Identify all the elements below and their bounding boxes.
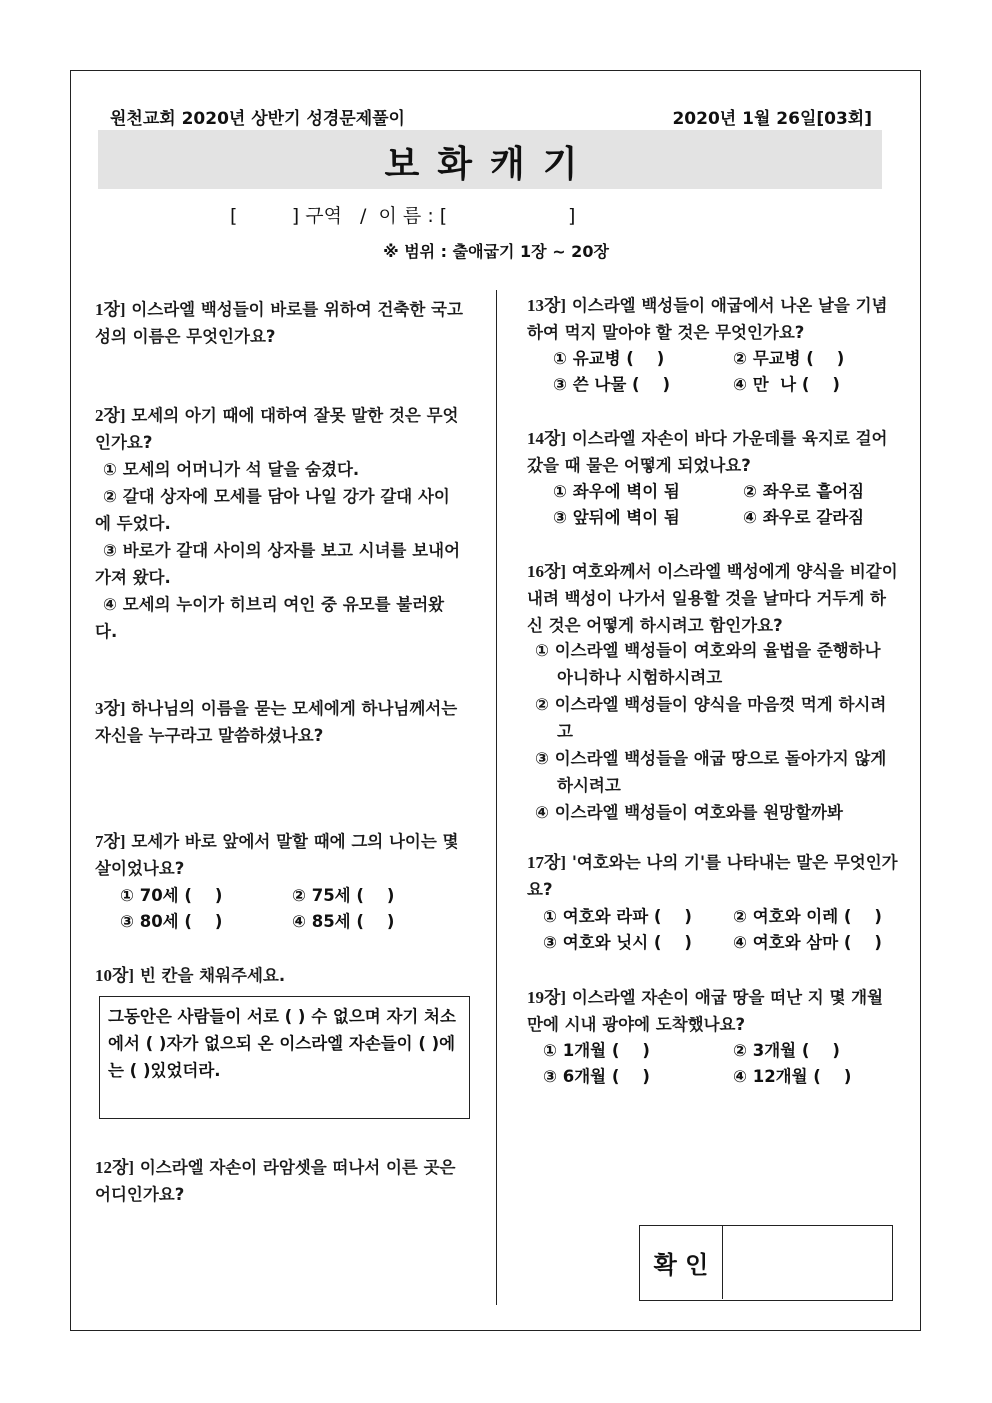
question-2-options xyxy=(95,456,465,645)
question-number: 12장] xyxy=(95,1158,135,1177)
option[interactable]: ② 무교병 ( ) xyxy=(733,349,845,368)
option[interactable]: ③ 80세 ( ) xyxy=(120,912,223,931)
option[interactable]: ② 75세 ( ) xyxy=(292,886,395,905)
question-text: 이스라엘 백성들이 바로를 위하여 건축한 국고성의 이름은 무엇인가요? xyxy=(95,300,463,346)
option[interactable]: ① 여호와 라파 ( ) xyxy=(543,907,692,926)
question-number: 14장] xyxy=(527,429,567,448)
option[interactable]: ① 이스라엘 백성들이 여호와의 율법을 준행하나 아니하나 시험하시려고 xyxy=(535,641,881,687)
option[interactable]: ③ 이스라엘 백성들을 애굽 땅으로 돌아가지 않게 하시려고 xyxy=(535,749,887,795)
option[interactable]: ① 좌우에 벽이 됨 xyxy=(553,482,680,501)
question-16-options xyxy=(535,637,899,826)
header-church-title: 원천교회 2020년 상반기 성경문제풀이 xyxy=(110,109,405,129)
scope-range: ※ 범위 : 출애굽기 1장 ~ 20장 xyxy=(383,242,609,261)
question-number: 2장] xyxy=(95,406,126,425)
confirm-label: 확 인 xyxy=(640,1226,723,1299)
option[interactable]: ③ 바로가 갈대 사이의 상자를 보고 시녀를 보내어 가져 왔다. xyxy=(95,541,461,587)
question-number: 3장] xyxy=(95,699,126,718)
question-text: '여호와는 나의 기'를 나타내는 말은 무엇인가요? xyxy=(527,853,898,899)
header-date: 2020년 1월 26일[03회] xyxy=(672,109,872,129)
option[interactable]: ③ 여호와 닛시 ( ) xyxy=(543,933,692,952)
option[interactable]: ③ 6개월 ( ) xyxy=(543,1067,650,1086)
question-number: 13장] xyxy=(527,296,567,315)
option[interactable]: ④ 85세 ( ) xyxy=(292,912,395,931)
column-divider xyxy=(496,290,497,1305)
option[interactable]: ② 여호와 이레 ( ) xyxy=(733,907,882,926)
option[interactable]: ④ 여호와 삼마 ( ) xyxy=(733,933,882,952)
option[interactable]: ② 이스라엘 백성들이 양식을 마음껏 먹게 하시려고 xyxy=(535,695,887,741)
question-16 xyxy=(527,558,899,639)
question-1 xyxy=(95,296,465,350)
option[interactable]: ④ 좌우로 갈라짐 xyxy=(743,508,865,527)
question-text: 빈 칸을 채워주세요. xyxy=(139,966,286,985)
question-text: 이스라엘 자손이 바다 가운데를 육지로 걸어갔을 때 물은 어떻게 되었나요? xyxy=(527,429,888,475)
fill-in-blank-box[interactable]: 그동안은 사람들이 서로 ( ) 수 없으며 자기 처소에서 ( )자가 없으되 온 이스라엘 자손들이 ( )에는 ( )있었더라. xyxy=(99,996,470,1119)
page-title: 보화캐기 xyxy=(384,144,596,185)
option[interactable]: ③ 앞뒤에 벽이 됨 xyxy=(553,508,680,527)
question-13 xyxy=(527,292,899,346)
question-number: 19장] xyxy=(527,988,567,1007)
question-number: 16장] xyxy=(527,562,567,581)
option[interactable]: ④ 12개월 ( ) xyxy=(733,1067,852,1086)
confirm-box xyxy=(639,1225,893,1301)
option[interactable]: ① 70세 ( ) xyxy=(120,886,223,905)
question-2 xyxy=(95,402,465,456)
option[interactable]: ④ 만 나 ( ) xyxy=(733,375,840,394)
name-field-row[interactable]: [ ] 구역 / 이 름 : [ ] xyxy=(230,205,576,227)
question-text: 하나님의 이름을 묻는 모세에게 하나님께서는 자신을 누구라고 말씀하셨나요? xyxy=(95,699,458,745)
option[interactable]: ② 좌우로 흩어짐 xyxy=(743,482,865,501)
question-17 xyxy=(527,849,899,903)
option[interactable]: ② 3개월 ( ) xyxy=(733,1041,840,1060)
question-number: 17장] xyxy=(527,853,567,872)
question-12 xyxy=(95,1154,465,1208)
question-number: 1장] xyxy=(95,300,126,319)
question-text: 모세의 아기 때에 대하여 잘못 말한 것은 무엇인가요? xyxy=(95,406,459,452)
option[interactable]: ④ 모세의 누이가 히브리 여인 중 유모를 불러왔다. xyxy=(95,595,445,641)
question-text: 이스라엘 자손이 애굽 땅을 떠난 지 몇 개월 만에 시내 광야에 도착했나요? xyxy=(527,988,884,1034)
question-text: 모세가 바로 앞에서 말할 때에 그의 나이는 몇 살이었나요? xyxy=(95,832,459,878)
question-text: 이스라엘 자손이 라암셋을 떠나서 이른 곳은 어디인가요? xyxy=(95,1158,456,1204)
question-10 xyxy=(95,962,465,989)
question-text: 이스라엘 백성들이 애굽에서 나온 날을 기념하여 먹지 말아야 할 것은 무엇인가요? xyxy=(527,296,888,342)
option[interactable]: ② 갈대 상자에 모세를 담아 나일 강가 갈대 사이에 두었다. xyxy=(95,487,450,533)
question-number: 7장] xyxy=(95,832,126,851)
option[interactable]: ① 1개월 ( ) xyxy=(543,1041,650,1060)
question-text: 여호와께서 이스라엘 백성에게 양식을 비같이 내려 백성이 나가서 일용할 것을 날마다 거두게 하신 것은 어떻게 하시려고 함인가요? xyxy=(527,562,898,635)
option[interactable]: ① 유교병 ( ) xyxy=(553,349,665,368)
question-19 xyxy=(527,984,899,1038)
option[interactable]: ④ 이스라엘 백성들이 여호와를 원망할까봐 xyxy=(535,803,843,822)
question-3 xyxy=(95,695,465,749)
option[interactable]: ① 모세의 어머니가 석 달을 숨겼다. xyxy=(103,460,360,479)
question-7 xyxy=(95,828,465,882)
question-14 xyxy=(527,425,899,479)
question-number: 10장] xyxy=(95,966,135,985)
option[interactable]: ③ 쓴 나물 ( ) xyxy=(553,375,671,394)
